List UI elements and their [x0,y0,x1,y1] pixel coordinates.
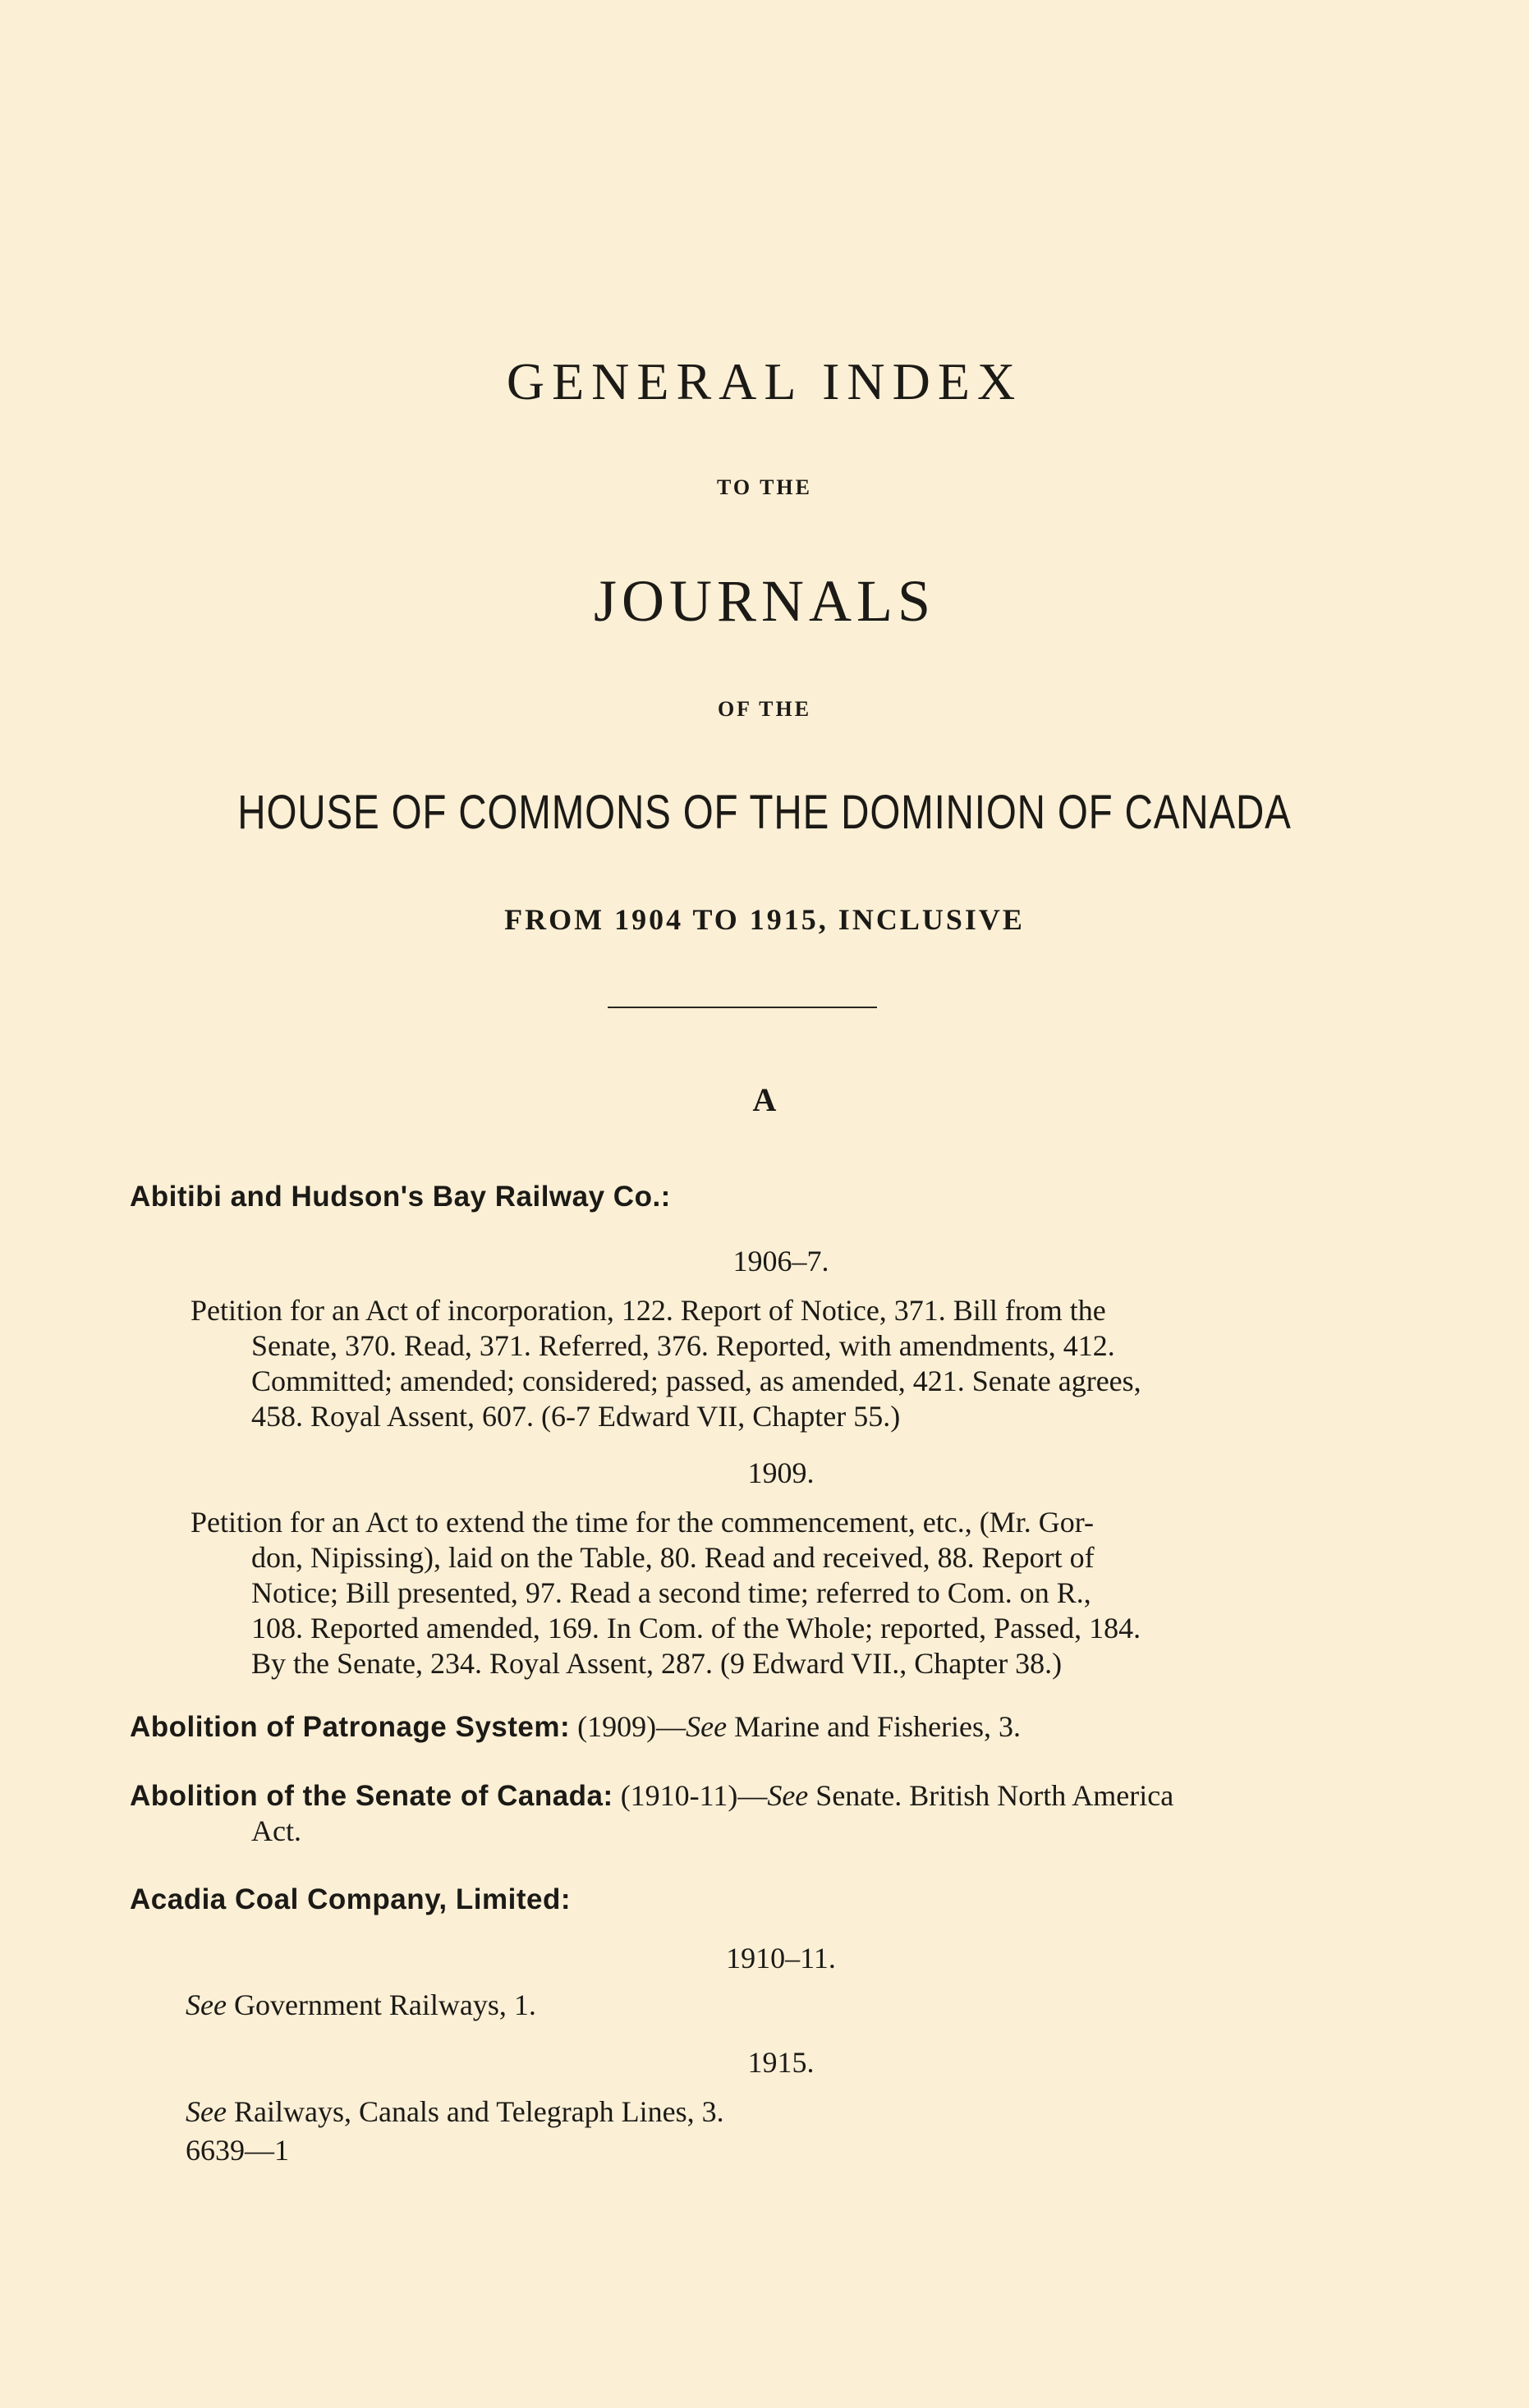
see-reference: See [767,1779,809,1812]
entry-text: Senate. British North America [808,1779,1174,1812]
date-range: FROM 1904 TO 1915, INCLUSIVE [504,903,1025,936]
index-title: GENERAL INDEX [506,352,1023,411]
entry-patronage [130,1709,1361,1745]
paragraph-line: Petition for an Act to extend the time for the commencement, etc., (Mr. Gor- [191,1506,1094,1539]
entry-paragraph [191,1505,1357,1681]
entry-text: Marine and Fisheries, 3. [727,1710,1022,1743]
section-letter: A [752,1081,777,1118]
paragraph-line: By the Senate, 234. Royal Assent, 287. (9 Edward VII., Chapter 38.) [251,1647,1063,1680]
of-the-label: OF THE [717,697,812,721]
see-reference-line [186,2094,724,2130]
entry-senate [130,1778,1361,1849]
entry-heading-senate: Abolition of the Senate of Canada: [130,1780,613,1812]
to-the-label: TO THE [716,475,813,499]
entry-text: Railways, Canals and Telegraph Lines, 3. [226,2095,724,2128]
entry-heading-abitibi: Abitibi and Hudson's Bay Railway Co.: [130,1181,671,1213]
paragraph-line: 458. Royal Assent, 607. (6-7 Edward VII, Chapter 55.) [251,1400,901,1433]
signature-mark: 6639—1 [186,2134,289,2167]
house-title: HOUSE OF COMMONS OF THE DOMINION OF CANADA [237,786,1292,839]
see-reference: See [186,2095,227,2128]
see-reference-line [186,1987,536,2023]
year-label: 1910–11. [726,1942,836,1975]
paragraph-line: Committed; amended; considered; passed, as amended, 421. Senate agrees, [251,1365,1141,1397]
year-label: 1915. [747,2046,815,2079]
paragraph-line: Petition for an Act of incorporation, 122. Report of Notice, 371. Bill from the [191,1294,1106,1327]
entry-heading-patronage: Abolition of Patronage System: [130,1711,571,1743]
paragraph-line: don, Nipissing), laid on the Table, 80. Read and received, 88. Report of [251,1541,1095,1574]
entry-paragraph [191,1293,1357,1434]
divider-rule [608,1007,877,1008]
entry-years: (1910-11)— [613,1779,768,1812]
paragraph-line: Senate, 370. Read, 371. Referred, 376. Reported, with amendments, 412. [251,1329,1115,1362]
entry-continuation: Act. [251,1814,301,1847]
year-label: 1906–7. [732,1245,829,1277]
entry-text: Government Railways, 1. [226,1988,536,2021]
see-reference: See [186,1988,227,2021]
paragraph-line: Notice; Bill presented, 97. Read a second time; referred to Com. on R., [251,1576,1091,1609]
year-label: 1909. [747,1456,815,1489]
entry-years: (1909)— [570,1710,686,1743]
paragraph-line: 108. Reported amended, 169. In Com. of the Whole; reported, Passed, 184. [251,1612,1141,1644]
entry-heading-acadia: Acadia Coal Company, Limited: [130,1883,571,1915]
see-reference: See [686,1710,728,1743]
journals-title: JOURNALS [593,568,936,634]
